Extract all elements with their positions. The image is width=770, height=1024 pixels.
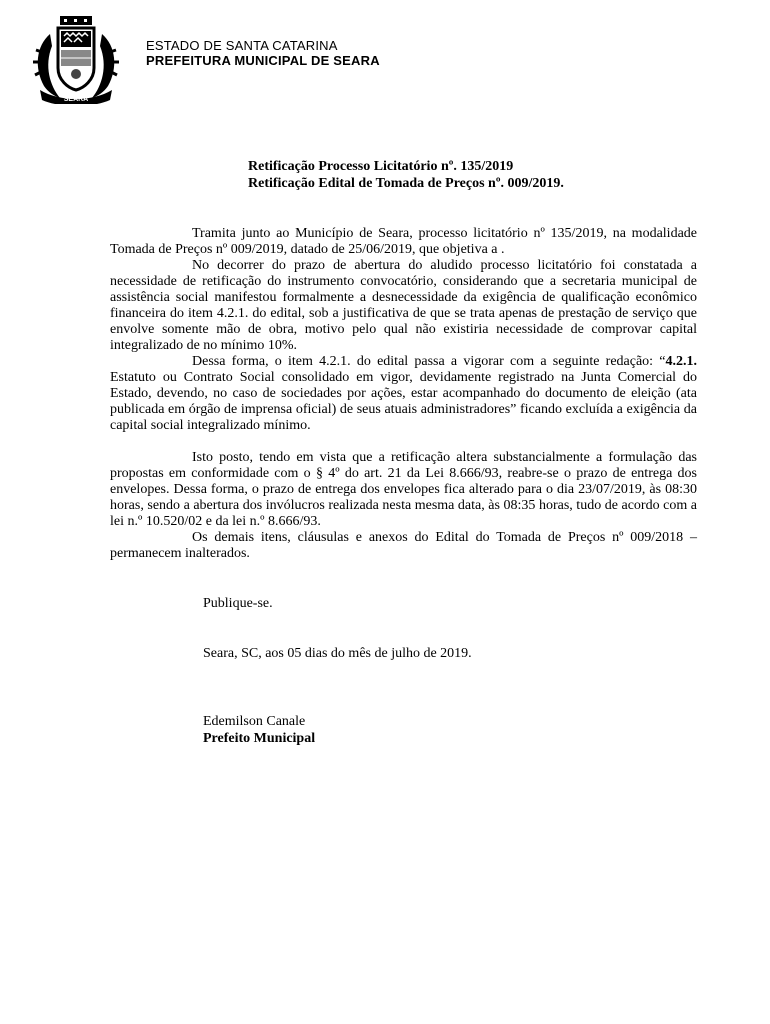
prefecture-name: PREFEITURA MUNICIPAL DE SEARA (146, 53, 380, 68)
document-titles (248, 158, 564, 192)
signature-block (203, 713, 315, 747)
date-line: Seara, SC, aos 05 dias do mês de julho de 2019. (203, 646, 472, 661)
paragraph-justification: No decorrer do prazo de abertura do aludido processo licitatório foi constatada a necessidade de retificação do instrumento convocatório, considerando que a secretaria municipal de assistência social manifestou formalmente a desnecessidade da exigência de qualificação econômico financeira do item 4.2.1. do edital, sob a justificativa de que se trata apenas de prestação de serviço que envolve somente mão de obra, motivo pelo qual não existiria necessidade de comprovar capital integralizado de no mínimo 10%. (110, 258, 697, 353)
signer-role: Prefeito Municipal (203, 731, 316, 746)
signer-name: Edemilson Canale (203, 714, 306, 729)
letterhead (146, 38, 380, 68)
item-number: 4.2.1. (665, 354, 697, 369)
title-edital: Retificação Edital de Tomada de Preços nº. 009/2019. (248, 176, 564, 191)
paragraph-deadline: Isto posto, tendo em vista que a retificação altera substancialmente a formulação das propostas em conformidade com o § 4º do art. 21 da Lei 8.666/93, reabre-se o prazo de entrega dos envelopes. Dessa forma, o prazo de entrega dos envelopes fica alterado para o dia 23/07/2019, às 08:30 horas, sendo a abertura dos invólucros realizada nesta mesma data, às 08:35 horas, tudo de acordo com a lei n.º 10.520/02 e da lei n.º 8.666/93. (110, 450, 697, 529)
document-body (110, 226, 697, 562)
state-name: ESTADO DE SANTA CATARINA (146, 38, 338, 53)
new-wording-intro: Dessa forma, o item 4.2.1. do edital passa a vigorar com a seguinte redação: “ (192, 354, 666, 369)
paragraph-new-wording (110, 354, 697, 434)
publish-line: Publique-se. (203, 596, 273, 611)
paragraph-unchanged: Os demais itens, cláusulas e anexos do Edital do Tomada de Preços nº 009/2018 – permanecem inalterados. (110, 530, 697, 561)
new-wording-text: Estatuto ou Contrato Social consolidado em vigor, devidamente registrado na Junta Comercial do Estado, devendo, no caso de sociedades por ações, estar acompanhado do documento de eleição (ata publicada em órgão de imprensa oficial) de seus atuais administradores” ficando excluída a exigência da capital social integralizado mínimo. (110, 370, 697, 433)
paragraph-intro: Tramita junto ao Município de Seara, processo licitatório nº 135/2019, na modalidade Tomada de Preços nº 009/2019, datado de 25/06/2019, que objetiva a . (110, 226, 697, 257)
title-process: Retificação Processo Licitatório nº. 135/2019 (248, 159, 514, 174)
municipal-crest-icon (30, 16, 122, 104)
svg-text:SEARA: SEARA (63, 96, 89, 103)
